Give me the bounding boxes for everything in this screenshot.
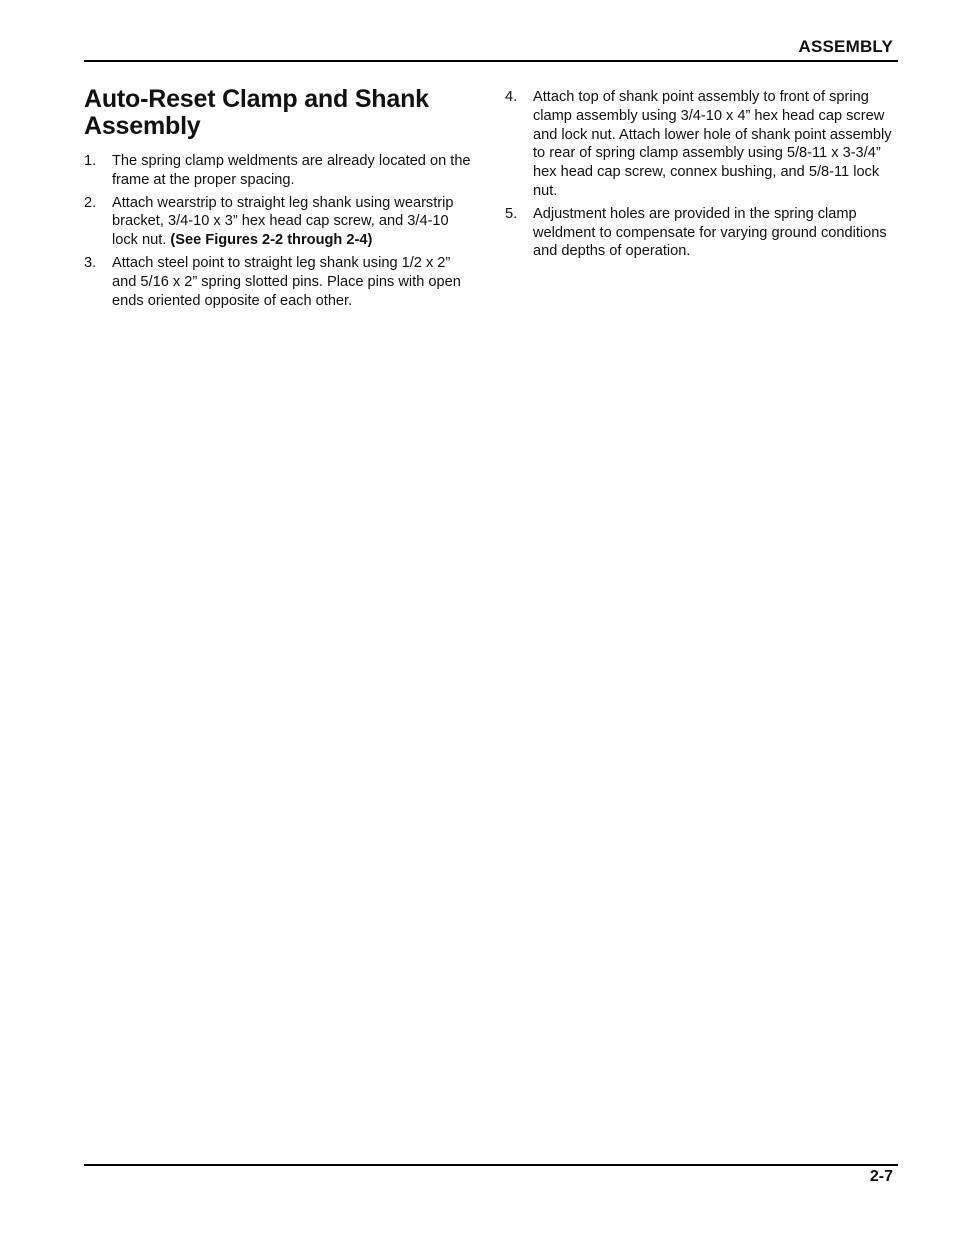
step-item [84, 152, 478, 190]
step-number: 3. [84, 254, 97, 271]
figure-reference: (See Figures 2-2 through 2-4) [170, 232, 373, 249]
step-item [84, 194, 478, 250]
step-text: Attach steel point to straight leg shank using 1/2 x 2” and 5/16 x 2” spring slotted pins. Place pins with open ends oriented opposite of each other. [112, 254, 461, 309]
left-column [84, 86, 478, 314]
step-item [505, 205, 899, 261]
step-number: 4. [505, 89, 518, 105]
footer-rule [84, 1164, 898, 1166]
step-list [505, 88, 899, 261]
step-item [505, 88, 899, 201]
step-text: Attach wearstrip to straight leg shank using wearstrip bracket, 3/4-10 x 3” hex head cap screw, and 3/4-10 lock nut. [112, 194, 454, 249]
step-text: The spring clamp weldments are already located on the frame at the proper spacing. [112, 153, 471, 188]
header-rule [84, 60, 898, 62]
step-list [84, 152, 478, 310]
step-number: 5. [505, 205, 518, 222]
step-item [84, 254, 478, 310]
step-number: 1. [84, 153, 97, 169]
step-number: 2. [84, 194, 97, 211]
step-text: Adjustment holes are provided in the spring clamp weldment to compensate for varying ground conditions and depths of operation. [533, 205, 887, 260]
page-number: 2-7 [869, 1168, 893, 1185]
step-text: Attach top of shank point assembly to front of spring clamp assembly using 3/4-10 x 4” hex head cap screw and lock nut. Attach lower hole of shank point assembly to rear of spring clamp assembly using 5/8-11 x 3-3/4” hex head cap screw, connex bushing, and 5/8-11 lock nut. [533, 89, 892, 199]
right-column [505, 88, 899, 265]
section-title: Auto-Reset Clamp and Shank Assembly [84, 85, 429, 140]
running-header: ASSEMBLY [798, 37, 893, 56]
